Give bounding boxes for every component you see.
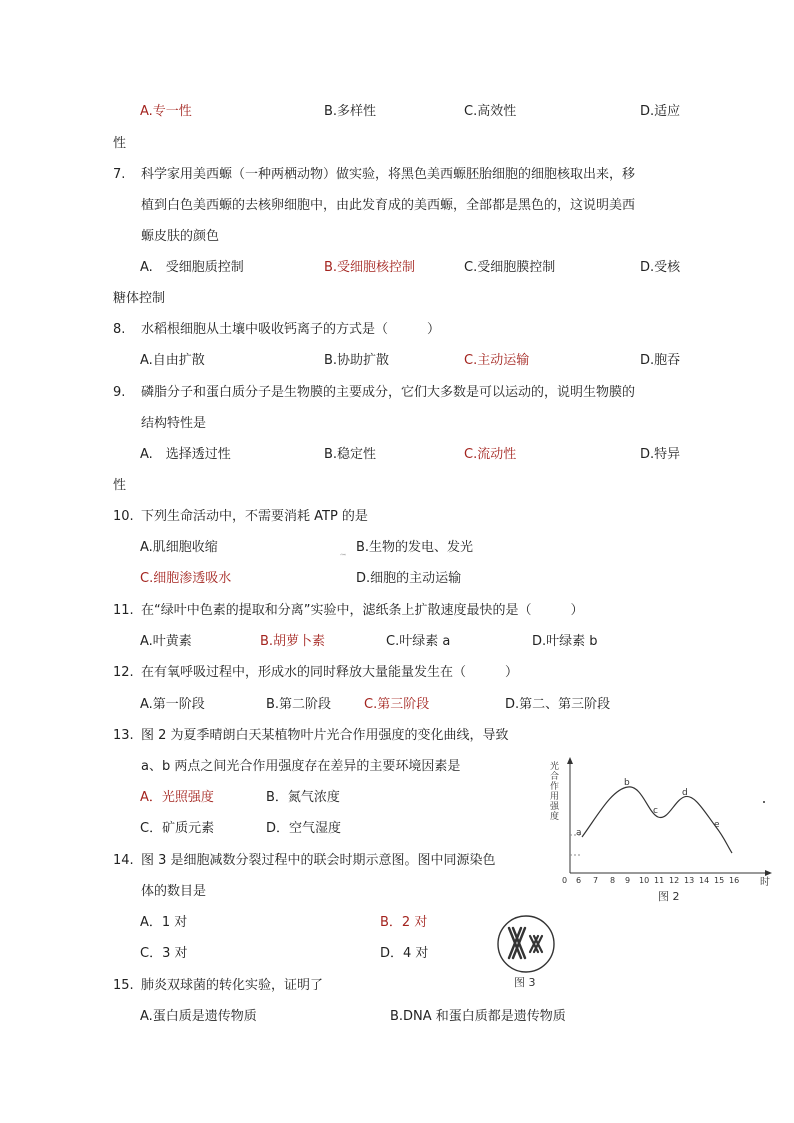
q11-stem: 在“绿叶中色素的提取和分离”实验中，滤纸条上扩散速度最快的是（ ）	[141, 603, 584, 618]
fig2-point-b: b	[624, 778, 630, 788]
q7-stem-line3: 螈皮肤的颜色	[141, 229, 220, 244]
q10-stem: 下列生命活动中，不需要消耗 ATP 的是	[141, 509, 368, 524]
q15-number: 15.	[113, 978, 134, 993]
q9-stem-line2: 结构特性是	[141, 416, 207, 431]
q11-option-c: C.叶绿素 a	[386, 634, 451, 649]
q13-stem-line1: 图 2 为夏季晴朗白天某植物叶片光合作用强度的变化曲线，导致	[141, 728, 509, 743]
q12-option-d: D.第二、第三阶段	[505, 697, 611, 712]
q9-option-c: C.流动性	[464, 447, 517, 462]
q14-number: 14.	[113, 853, 134, 868]
q9-number: 9.	[113, 385, 126, 400]
q15-option-b: B.DNA 和蛋白质都是遗传物质	[390, 1009, 566, 1024]
q10-number: 10.	[113, 509, 134, 524]
q6-option-b: B.多样性	[324, 104, 377, 119]
fig2-tick-label: 11	[654, 876, 665, 885]
q9-stem-line1: 磷脂分子和蛋白质分子是生物膜的主要成分，它们大多数是可以运动的，说明生物膜的	[141, 385, 636, 400]
q8-number: 8.	[113, 322, 126, 337]
fig2-stray-dot	[763, 801, 765, 803]
q13-option-a: A．光照强度	[140, 790, 214, 805]
q6-option-d: D.适应	[640, 104, 681, 119]
q13-option-c: C．矿质元素	[140, 821, 215, 836]
q14-option-a: A．1 对	[140, 915, 188, 930]
fig2-y-label-char: 作	[550, 782, 560, 792]
fig2-y-axis-arrow	[567, 757, 573, 764]
q12-option-b: B.第二阶段	[266, 697, 332, 712]
q9-option-a: A. 选择透过性	[140, 447, 231, 462]
q7-option-d-continued: 糖体控制	[113, 291, 166, 306]
fig3-chromosome-pair-small	[530, 936, 542, 952]
q8-stem: 水稻根细胞从土壤中吸收钙离子的方式是（ ）	[141, 322, 441, 337]
fig2-tick-label: 8	[610, 876, 616, 885]
q10-option-a: A.肌细胞收缩	[140, 540, 218, 555]
fig2-point-d: d	[682, 788, 688, 798]
q12-option-c: C.第三阶段	[364, 697, 430, 712]
q7-stem-line2: 植到白色美西螈的去核卵细胞中，由此发育成的美西螈，全部都是黑色的，这说明美西	[141, 198, 636, 213]
q14-option-d: D．4 对	[380, 946, 429, 961]
q10-option-d: D.细胞的主动运输	[356, 571, 462, 586]
fig2-tick-label: 14	[699, 876, 710, 885]
fig2-tick-label: 12	[669, 876, 680, 885]
q9-option-d: D.特异	[640, 447, 681, 462]
q14-stem-line1: 图 3 是细胞减数分裂过程中的联会时期示意图。图中同源染色	[141, 853, 496, 868]
fig2-y-label-char: 用	[550, 792, 560, 802]
q15-stem: 肺炎双球菌的转化实验，证明了	[141, 978, 324, 993]
fig2-tick-label: 10	[639, 876, 650, 885]
q13-option-d: D．空气湿度	[266, 821, 342, 836]
fig2-tick-label: 16	[729, 876, 740, 885]
q7-option-a: A. 受细胞质控制	[140, 260, 244, 275]
q14-option-b: B．2 对	[380, 915, 428, 930]
fig2-tick-label: 15	[714, 876, 725, 885]
q13-option-b: B．氮气浓度	[266, 790, 340, 805]
q9-option-d-continued: 性	[113, 478, 127, 493]
fig2-x-label: 时	[760, 877, 770, 888]
q12-number: 12.	[113, 665, 134, 680]
q8-option-c: C.主动运输	[464, 353, 530, 368]
fig2-y-label-char: 合	[550, 772, 560, 782]
fig3-chromosome-pair-large	[509, 928, 525, 958]
q11-option-a: A.叶黄素	[140, 634, 192, 649]
fig2-x-axis-arrow	[765, 870, 772, 876]
q6-option-a: A.专一性	[140, 104, 192, 119]
fig2-point-e: e	[714, 820, 720, 830]
q7-option-c: C.受细胞膜控制	[464, 260, 556, 275]
q13-stem-line2: a、b 两点之间光合作用强度存在差异的主要环境因素是	[141, 759, 461, 774]
fig2-point-c: c	[653, 806, 658, 816]
fig2-y-label-bind: 光合作用强度	[340, 555, 346, 556]
fig2-y-label-char: 光	[550, 762, 560, 772]
q8-option-a: A.自由扩散	[140, 353, 205, 368]
fig2-y-label	[550, 760, 562, 822]
fig2-tick-label: 9	[625, 876, 631, 885]
q14-option-c: C．3 对	[140, 946, 188, 961]
q7-option-b: B.受细胞核控制	[324, 260, 416, 275]
q11-number: 11.	[113, 603, 134, 618]
fig2-tick-label: 6	[576, 876, 582, 885]
fig3-caption: 图 3	[514, 976, 536, 989]
figure-3-chromosome-diagram	[492, 914, 562, 992]
q8-option-d: D.胞吞	[640, 353, 681, 368]
q10-option-c: C.细胞渗透吸水	[140, 571, 232, 586]
fig2-caption: 图 2	[658, 890, 680, 903]
fig2-x-ticks	[576, 876, 739, 885]
fig2-tick-label: 7	[593, 876, 599, 885]
fig2-origin-label: 0	[562, 876, 568, 885]
q6-option-c: C.高效性	[464, 104, 517, 119]
q9-option-b: B.稳定性	[324, 447, 377, 462]
q8-option-b: B.协助扩散	[324, 353, 390, 368]
q13-number: 13.	[113, 728, 134, 743]
q11-option-d: D.叶绿素 b	[532, 634, 598, 649]
fig2-point-a: a	[576, 828, 582, 838]
q7-stem-line1: 科学家用美西螈（一种两栖动物）做实验，将黑色美西螈胚胎细胞的细胞核取出来，移	[141, 167, 636, 182]
fig2-y-label-char: 强	[550, 802, 560, 812]
fig2-curve	[582, 787, 732, 853]
q12-option-a: A.第一阶段	[140, 697, 205, 712]
fig2-tick-label: 13	[684, 876, 695, 885]
q12-stem: 在有氧呼吸过程中，形成水的同时释放大量能量发生在（ ）	[141, 665, 519, 680]
q15-option-a: A.蛋白质是遗传物质	[140, 1009, 257, 1024]
fig3-cell-outline	[498, 916, 554, 972]
q10-option-b: B.生物的发电、发光	[356, 540, 474, 555]
q6-option-d-continued: 性	[113, 136, 127, 151]
q7-number: 7.	[113, 167, 126, 182]
q14-stem-line2: 体的数目是	[141, 884, 207, 899]
q11-option-b: B.胡萝卜素	[260, 634, 326, 649]
q7-option-d: D.受核	[640, 260, 681, 275]
fig2-y-label-char: 度	[550, 812, 560, 822]
